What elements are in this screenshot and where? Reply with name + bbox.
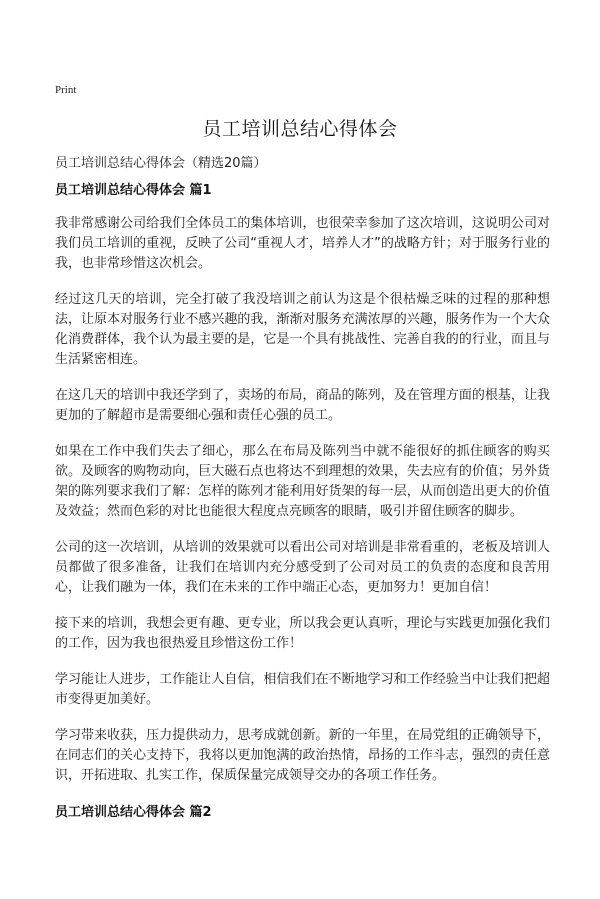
paragraph: 学习能让人进步，工作能让人自信，相信我们在不断地学习和工作经验当中让我们把超市变得更加美好。 (55, 672, 550, 707)
paragraph: 接下来的培训，我想会更有趣、更专业，所以我会更认真听，理论与实践更加强化我们的工作，因为我也很热爱且珍惜这份工作！ (55, 616, 550, 651)
document-subtitle: 员工培训总结心得体会（精选20篇） (55, 156, 267, 171)
document-body (55, 180, 550, 836)
paragraph: 公司的这一次培训，从培训的效果就可以看出公司对培训是非常看重的，老板及培训人员都做了很多准备，让我们在培训内充分感受到了公司对员工的负责的态度和良苦用心，让我们融为一体，我们在未来的工作中端正心态，更加努力！更加自信！ (55, 540, 550, 595)
paragraph: 我非常感谢公司给我们全体员工的集体培训，也很荣幸参加了这次培训，这说明公司对我们员工培训的重视，反映了公司“重视人才，培养人才”的战略方针；对于服务行业的我，也非常珍惜这次机会。 (55, 216, 550, 271)
paragraph: 经过这几天的培训，完全打破了我没培训之前认为这是个很枯燥乏味的过程的那种想法，让原本对服务行业不感兴趣的我，渐渐对服务充满浓厚的兴趣，服务作为一个大众化消费群体，我个认为最主要的是，它是一个具有挑战性、完善自我的的行业，而且与生活紧密相连。 (55, 292, 550, 367)
paragraph: 如果在工作中我们失去了细心，那么在布局及陈列当中就不能很好的抓住顾客的购买欲。及顾客的购物动向，巨大磁石点也将达不到理想的效果，失去应有的价值；另外货架的陈列要求我们了解：怎样的陈列才能利用好货架的每一层，从而创造出更大的价值及效益；然而色彩的对比也能很大程度点亮顾客的眼睛，吸引并留住顾客的脚步。 (55, 444, 550, 519)
section-heading-1: 员工培训总结心得体会 篇1 (55, 183, 212, 198)
page-title: 员工培训总结心得体会 (202, 118, 398, 140)
section-heading-2: 员工培训总结心得体会 篇2 (55, 805, 212, 820)
print-label: Print (55, 84, 77, 96)
paragraph: 学习带来收获，压力提供动力，思考成就创新。新的一年里，在局党组的正确领导下，在同志们的关心支持下，我将以更加饱满的政治热情，昂扬的工作斗志，强烈的责任意识，开拓进取、扎实工作，保质保量完成领导交办的各项工作任务。 (55, 728, 550, 783)
paragraph: 在这几天的培训中我还学到了，卖场的布局，商品的陈列，及在管理方面的根基，让我更加的了解超市是需要细心强和责任心强的员工。 (55, 388, 550, 423)
